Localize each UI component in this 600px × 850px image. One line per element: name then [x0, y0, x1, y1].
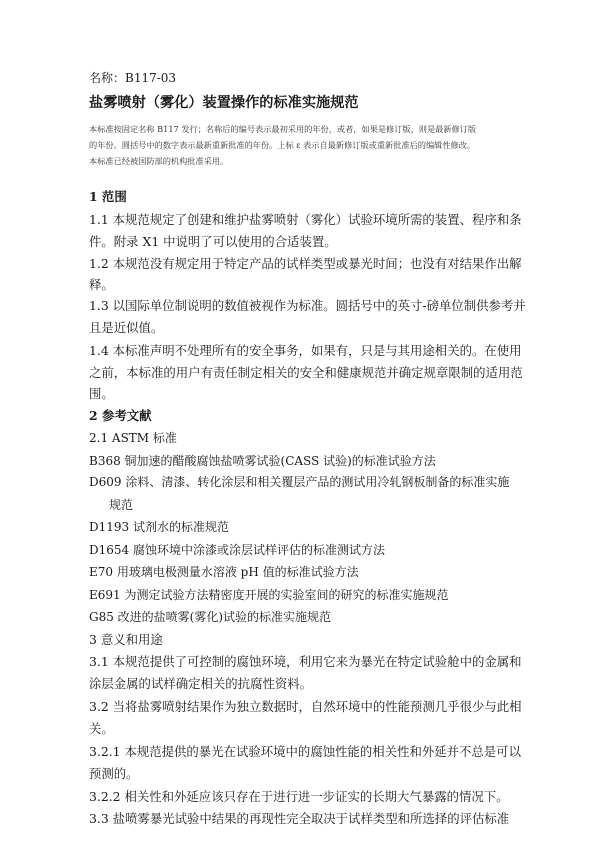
paragraph-line: 件。附录 X1 中说明了可以使用的合适装置。	[89, 234, 337, 249]
paragraph-line: 3.2.1 本规范提供的暴光在试验环境中的腐蚀性能的相关性和外延并不总是可以	[89, 744, 521, 759]
note-line: 的年份。圆括号中的数字表示最新重新批准的年份。上标 ε 表示自最新修订版或重新批准后的编辑性修改。	[89, 140, 476, 150]
reference-item: D1654 腐蚀环境中涂漆或涂层试样评估的标准测试方法	[89, 543, 385, 557]
reference-item: D1193 试剂水的标准规范	[89, 520, 229, 534]
note-line: 本标准按固定名称 B117 发行；名称后的编号表示最初采用的年份，或者，如果是修订版，则是最新修订版	[89, 124, 477, 134]
paragraph-line: 1.4 本标准声明不处理所有的安全事务，如果有，只是与其用途相关的。在使用	[89, 343, 522, 358]
paragraph-line: 1.1 本规范规定了创建和维护盐雾喷射（雾化）试验环境所需的装置、程序和条	[89, 212, 522, 227]
section-heading-scope: 1 范围	[89, 189, 127, 204]
subsection-heading: 2.1 ASTM 标准	[89, 431, 177, 445]
paragraph-line: 且是近似值。	[89, 320, 164, 335]
reference-item-continued: 规范	[109, 498, 134, 512]
document-title: 盐雾喷射（雾化）装置操作的标准实施规范	[89, 95, 359, 111]
paragraph-line: 释。	[89, 277, 114, 292]
paragraph-line: 3.2 当将盐雾喷射结果作为独立数据时，自然环境中的性能预测几乎很少与此相	[89, 699, 522, 714]
note-line: 本标准已经被国防部的机构批准采用。	[89, 156, 229, 166]
paragraph-line: 3.3 盐喷雾暴光试验中结果的再现性完全取决于试样类型和所选择的评估标准	[89, 811, 510, 826]
section-heading-significance: 3 意义和用途	[89, 632, 163, 647]
paragraph-line: 预测的。	[89, 766, 139, 781]
reference-item: B368 铜加速的醋酸腐蚀盐喷雾试验(CASS 试验)的标准试验方法	[89, 454, 436, 468]
paragraph-line: 1.3 以国际单位制说明的数值被视作为标准。圆括号中的英寸-磅单位制供参考并	[89, 298, 526, 313]
paragraph-line: 涂层金属的试样确定相关的抗腐性资料。	[89, 676, 313, 691]
reference-item: E691 为测定试验方法精密度开展的实验室间的研究的标准实施规范	[89, 588, 449, 602]
reference-item: E70 用玻璃电极测量水溶液 pH 值的标准试验方法	[89, 565, 359, 579]
paragraph-line: 围。	[89, 386, 114, 401]
reference-item: G85 改进的盐喷雾(雾化)试验的标准实施规范	[89, 610, 332, 624]
paragraph-line: 3.1 本规范提供了可控制的腐蚀环境，利用它来为暴光在特定试验舱中的金属和	[89, 654, 522, 669]
reference-item: D609 涂料、清漆、转化涂层和相关覆层产品的测试用冷轧钢板制备的标准实施	[89, 475, 510, 489]
document-name: 名称：B117-03	[89, 71, 177, 85]
paragraph-line: 之前，本标准的用户有责任制定相关的安全和健康规范并确定规章限制的适用范	[89, 365, 523, 380]
paragraph-line: 关。	[89, 721, 114, 736]
paragraph-line: 3.2.2 相关性和外延应该只存在于进行进一步证实的长期大气暴露的情况下。	[89, 789, 509, 804]
section-heading-references: 2 参考文献	[89, 408, 152, 423]
paragraph-line: 1.2 本规范没有规定用于特定产品的试样类型或暴光时间；也没有对结果作出解	[89, 256, 522, 271]
